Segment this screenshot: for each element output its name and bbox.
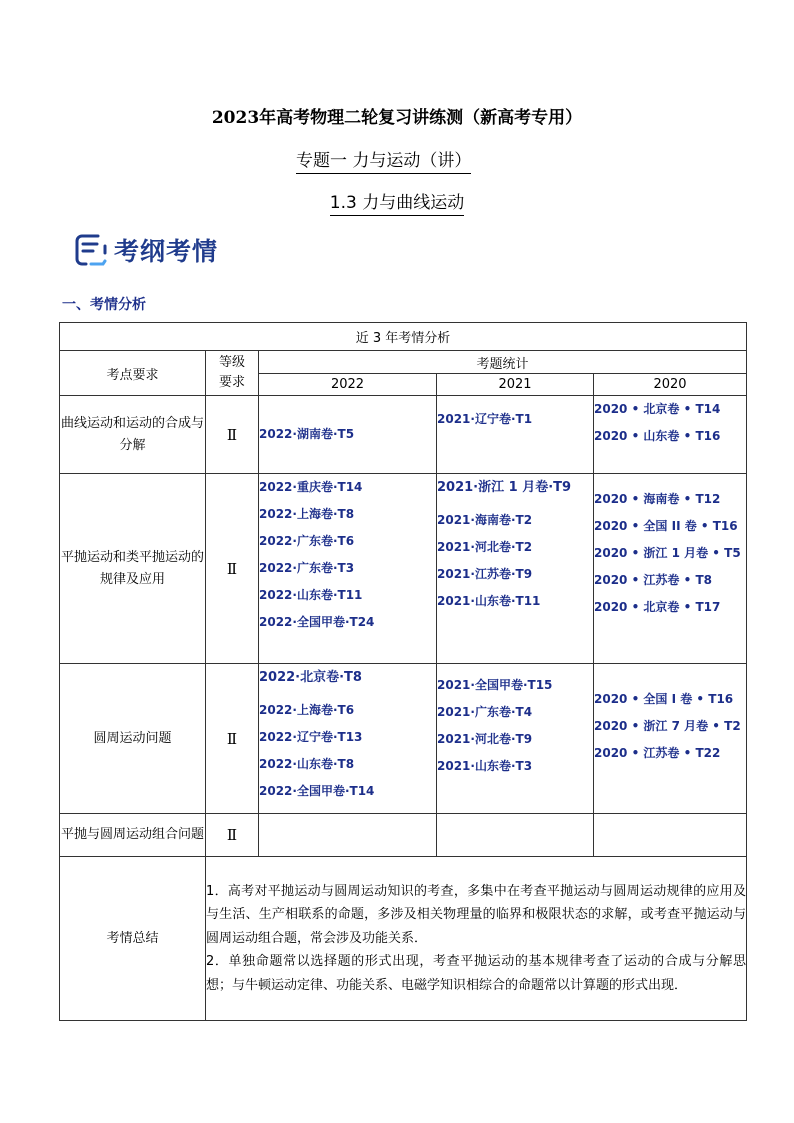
document-title: 2023年高考物理二轮复习讲练测（新高考专用） — [211, 108, 583, 128]
exam-ref: 2020 • 海南卷 • T12 — [594, 492, 721, 506]
exam-ref: 2021·河北卷·T2 — [437, 540, 533, 554]
col-header-year: 2020 — [594, 374, 747, 396]
summary-cell — [206, 857, 747, 1021]
exams-2020-cell — [594, 396, 747, 474]
col-header-year: 2021 — [437, 374, 594, 396]
exams-2022-cell — [259, 396, 437, 474]
exam-ref: 2022·山东卷·T11 — [259, 588, 363, 602]
exam-ref: 2020 • 全国 II 卷 • T16 — [594, 519, 738, 533]
table-row — [60, 814, 747, 857]
exams-2020-cell — [594, 474, 747, 664]
exam-ref: 2022·全国甲卷·T24 — [259, 615, 375, 629]
exam-ref: 2020 • 浙江 1 月卷 • T5 — [594, 546, 741, 560]
exam-ref: 2021·广东卷·T4 — [437, 705, 533, 719]
table-caption: 近 3 年考情分析 — [60, 323, 747, 351]
exam-ref: 2021·山东卷·T3 — [437, 759, 533, 773]
exam-ref: 2020 • 北京卷 • T14 — [594, 402, 721, 416]
section-heading: 一、考情分析 — [62, 297, 146, 313]
section-title-text: 1.3 力与曲线运动 — [330, 193, 464, 216]
exams-2021-cell — [437, 474, 594, 664]
exam-ref: 2020 • 江苏卷 • T22 — [594, 746, 721, 760]
exam-analysis-table — [59, 322, 747, 1021]
exam-ref: 2022·上海卷·T8 — [259, 507, 355, 521]
col-header-topic: 考点要求 — [60, 351, 206, 396]
exams-2020-cell — [594, 814, 747, 857]
exam-ref: 2022·辽宁卷·T13 — [259, 730, 363, 744]
document-list-icon — [74, 233, 108, 267]
exam-ref: 2022·重庆卷·T14 — [259, 480, 363, 494]
exams-2021-cell — [437, 814, 594, 857]
exam-ref: 2021·全国甲卷·T15 — [437, 678, 553, 692]
exam-ref: 2021·江苏卷·T9 — [437, 567, 533, 581]
table-row — [60, 474, 747, 664]
col-header-year: 2022 — [259, 374, 437, 396]
topic-cell: 曲线运动和运动的合成与分解 — [60, 396, 206, 474]
exams-2022-cell — [259, 664, 437, 814]
exam-ref: 2021·山东卷·T11 — [437, 594, 541, 608]
exam-ref: 2022·广东卷·T6 — [259, 534, 355, 548]
syllabus-banner — [74, 230, 218, 270]
exam-ref: 2022·广东卷·T3 — [259, 561, 355, 575]
level-cell: Ⅱ — [206, 814, 259, 857]
exams-2021-cell — [437, 664, 594, 814]
exams-2022-cell — [259, 474, 437, 664]
level-cell: Ⅱ — [206, 474, 259, 664]
summary-row — [60, 857, 747, 1021]
exam-ref: 2021·河北卷·T9 — [437, 732, 533, 746]
banner-title: 考纲考情 — [114, 237, 219, 266]
table-row — [60, 396, 747, 474]
exam-ref: 2022·上海卷·T6 — [259, 703, 355, 717]
section-title — [0, 188, 794, 213]
topic-cell: 圆周运动问题 — [60, 664, 206, 814]
exam-ref: 2021·浙江 1 月卷·T9 — [437, 480, 572, 495]
col-header-stats: 考题统计 — [259, 351, 747, 374]
exam-ref: 2021·海南卷·T2 — [437, 513, 533, 527]
topic-cell: 平抛运动和类平抛运动的规律及应用 — [60, 474, 206, 664]
exam-ref: 2022·北京卷·T8 — [259, 670, 362, 685]
exam-ref: 2022·全国甲卷·T14 — [259, 784, 375, 798]
exams-2021-cell — [437, 396, 594, 474]
exam-ref: 2020 • 浙江 7 月卷 • T2 — [594, 719, 741, 733]
exams-2020-cell — [594, 664, 747, 814]
exam-ref: 2020 • 北京卷 • T17 — [594, 600, 721, 614]
topic-cell: 平抛与圆周运动组合问题 — [60, 814, 206, 857]
summary-paragraph: 2．单独命题常以选择题的形式出现，考查平抛运动的基本规律考查了运动的合成与分解思想；与牛顿运动定律、功能关系、电磁学知识相综合的命题常以计算题的形式出现． — [206, 954, 746, 993]
exam-ref: 2020 • 江苏卷 • T8 — [594, 573, 712, 587]
level-cell: Ⅱ — [206, 664, 259, 814]
exam-ref: 2022·山东卷·T8 — [259, 757, 355, 771]
exam-ref: 2020 • 山东卷 • T16 — [594, 429, 721, 443]
exam-ref: 2021·辽宁卷·T1 — [437, 412, 533, 426]
level-cell: Ⅱ — [206, 396, 259, 474]
exams-2022-cell — [259, 814, 437, 857]
exam-ref: 2022·湖南卷·T5 — [259, 427, 355, 441]
summary-paragraph: 1．高考对平抛运动与圆周运动知识的考查，多集中在考查平抛运动与圆周运动规律的应用及与生活、生产相联系的命题，多涉及相关物理量的临界和极限状态的求解，或考查平抛运动与圆周运动组合题，常会涉及功能关系． — [206, 883, 746, 946]
summary-label: 考情总结 — [60, 857, 206, 1021]
table-row — [60, 664, 747, 814]
col-header-level: 等级要求 — [206, 351, 259, 396]
exam-ref: 2020 • 全国 I 卷 • T16 — [594, 692, 734, 706]
topic-subtitle: 专题一 力与运动（讲） — [296, 146, 471, 174]
